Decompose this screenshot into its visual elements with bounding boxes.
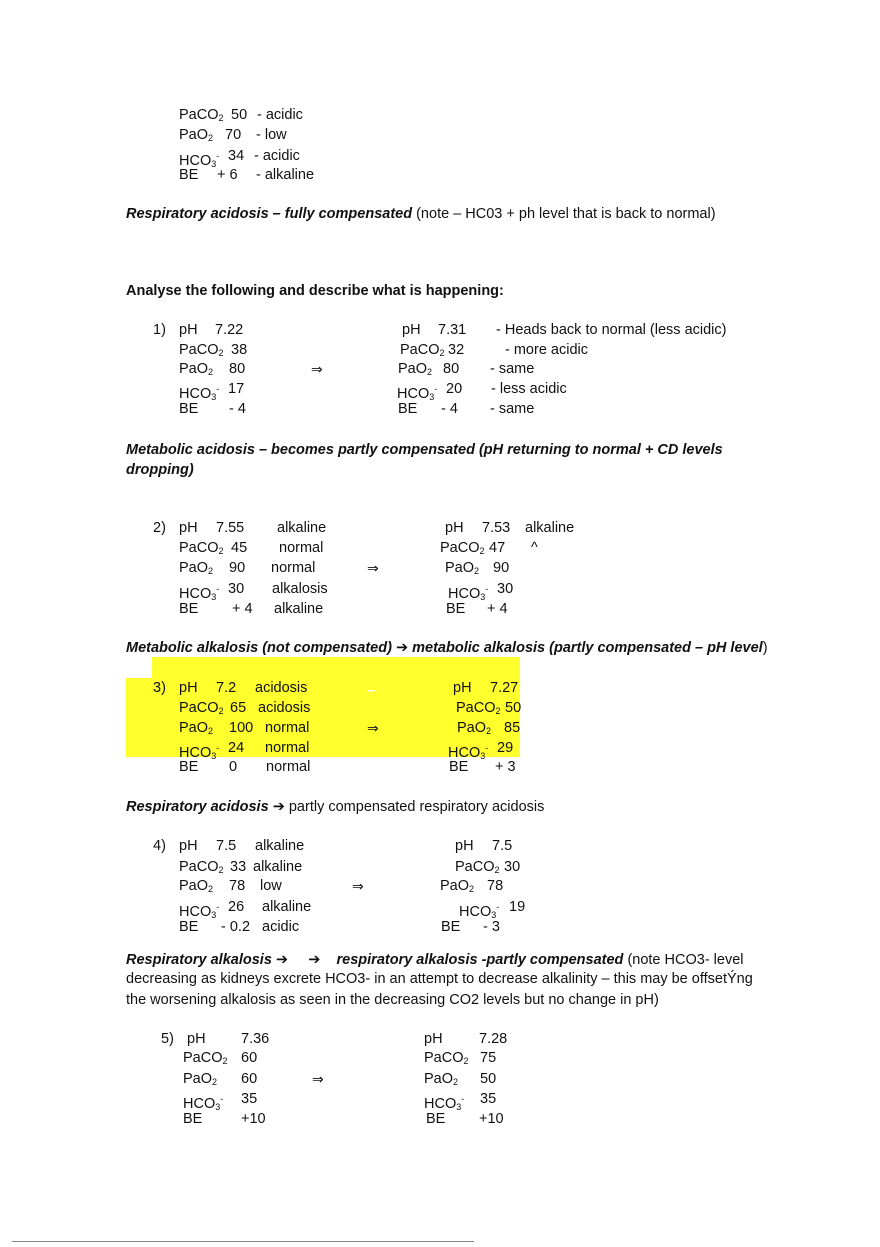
q5-left-pao2-value: 60 bbox=[241, 1071, 258, 1087]
q2-left-paco2-label: PaCO$_2$ bbox=[179, 540, 224, 556]
intro-note-be: - alkaline bbox=[256, 167, 315, 183]
q5-left-ph-value: 7.36 bbox=[241, 1031, 270, 1047]
q5-right-ph-value: 7.28 bbox=[479, 1031, 508, 1047]
q1-right-be-value: - 4 bbox=[441, 401, 458, 417]
q1-right-hco3-label: $HCO_3^-$ bbox=[397, 384, 438, 402]
q1-arrow-icon: ⇒ bbox=[311, 361, 323, 377]
q2-arrow-icon: ⇒ bbox=[367, 560, 379, 576]
q1-left-pao2-label: PaO$_2$ bbox=[179, 361, 214, 377]
intro-row-be: BE bbox=[179, 167, 199, 183]
q3-right-pao2-value: 85 bbox=[504, 720, 521, 736]
intro-value-hco3: 34 bbox=[228, 148, 245, 164]
q2-left-be-value: + 4 bbox=[232, 601, 253, 617]
q2-right-ph-label: pH bbox=[445, 520, 464, 536]
q4-left-paco2-value: 33 bbox=[230, 859, 247, 875]
q2-left-pao2-label: PaO$_2$ bbox=[179, 560, 214, 576]
q1-right-hco3-note: - less acidic bbox=[491, 381, 567, 397]
q4-left-ph-note: alkaline bbox=[255, 838, 305, 854]
q3-right-paco2-label: PaCO$_2$ bbox=[456, 700, 501, 716]
q2-right-ph-note: alkaline bbox=[525, 520, 575, 536]
intro-value-paco2: 50 bbox=[231, 107, 248, 123]
q1-right-be-label: BE bbox=[398, 401, 418, 417]
q4-left-ph-label: pH bbox=[179, 838, 198, 854]
q2-right-paco2-label: PaCO$_2$ bbox=[440, 540, 485, 556]
q5-left-paco2-value: 60 bbox=[241, 1050, 258, 1066]
q3-left-be-label: BE bbox=[179, 759, 199, 775]
q4-left-hco3-value: 26 bbox=[228, 899, 245, 915]
intro-row-pao2: PaO$_2$ bbox=[179, 127, 214, 143]
q4-left-paco2-note: alkaline bbox=[253, 859, 303, 875]
q3-left-hco3-note: normal bbox=[265, 740, 310, 756]
q1-right-paco2-note: - more acidic bbox=[505, 342, 588, 358]
q2-left-hco3-label: $HCO_3^-$ bbox=[179, 584, 220, 602]
q2-left-paco2-value: 45 bbox=[231, 540, 248, 556]
q2-right-be-value: + 4 bbox=[487, 601, 508, 617]
q3-left-paco2-note: acidosis bbox=[258, 700, 311, 716]
right-arrow-icon: ➔ bbox=[308, 952, 321, 968]
q5-number: 5) bbox=[161, 1031, 174, 1047]
q3-left-ph-value: 7.2 bbox=[216, 680, 237, 696]
q4-conclusion-line3: the worsening alkalosis as seen in the decreasing CO2 levels but no change in pH) bbox=[126, 992, 659, 1008]
q5-left-hco3-value: 35 bbox=[241, 1091, 258, 1107]
q3-right-ph-label: pH bbox=[453, 680, 472, 696]
q5-left-paco2-label: PaCO$_2$ bbox=[183, 1050, 228, 1066]
q4-left-paco2-label: PaCO$_2$ bbox=[179, 859, 224, 875]
q4-right-hco3-label: $HCO_3^-$ bbox=[459, 902, 500, 920]
q4-left-pao2-value: 78 bbox=[229, 878, 246, 894]
q2-left-be-note: alkaline bbox=[274, 601, 324, 617]
q3-left-be-value: 0 bbox=[229, 759, 238, 775]
highlight-q3-top bbox=[152, 657, 520, 678]
q2-left-pao2-value: 90 bbox=[229, 560, 246, 576]
q5-arrow-icon: ⇒ bbox=[312, 1071, 324, 1087]
q4-arrow-icon: ⇒ bbox=[352, 878, 364, 894]
q5-right-hco3-label: $HCO_3^-$ bbox=[424, 1094, 465, 1112]
section-heading: Analyse the following and describe what is happening: bbox=[126, 283, 504, 299]
q5-left-be-value: +10 bbox=[241, 1111, 266, 1127]
q1-right-ph-label: pH bbox=[402, 322, 421, 338]
q5-left-hco3-label: $HCO_3^-$ bbox=[183, 1094, 224, 1112]
q1-number: 1) bbox=[153, 322, 166, 338]
q1-left-hco3-label: $HCO_3^-$ bbox=[179, 384, 220, 402]
q4-left-be-note: acidic bbox=[262, 919, 300, 935]
q3-left-hco3-label: $HCO_3^-$ bbox=[179, 743, 220, 761]
q1-right-pao2-label: PaO$_2$ bbox=[398, 361, 433, 377]
q3-left-be-note: normal bbox=[266, 759, 311, 775]
q4-right-pao2-value: 78 bbox=[487, 878, 504, 894]
q4-right-pao2-label: PaO$_2$ bbox=[440, 878, 475, 894]
intro-note-hco3: - acidic bbox=[254, 148, 300, 164]
intro-row-hco3: $HCO_3^-$ bbox=[179, 151, 220, 169]
q3-number: 3) bbox=[153, 680, 166, 696]
q3-left-ph-note: acidosis bbox=[255, 680, 308, 696]
q1-right-ph-note: - Heads back to normal (less acidic) bbox=[496, 322, 727, 338]
q2-right-paco2-value: 47 bbox=[489, 540, 506, 556]
q3-right-be-value: + 3 bbox=[495, 759, 516, 775]
q4-left-be-value: - 0.2 bbox=[221, 919, 251, 935]
q5-right-paco2-value: 75 bbox=[480, 1050, 497, 1066]
q4-right-paco2-value: 30 bbox=[504, 859, 521, 875]
q4-left-pao2-note: low bbox=[260, 878, 282, 894]
q5-left-ph-label: pH bbox=[187, 1031, 206, 1047]
q2-right-hco3-value: 30 bbox=[497, 581, 514, 597]
q5-right-be-value: +10 bbox=[479, 1111, 504, 1127]
q1-right-be-note: - same bbox=[490, 401, 535, 417]
q2-left-ph-label: pH bbox=[179, 520, 198, 536]
q5-right-pao2-value: 50 bbox=[480, 1071, 497, 1087]
q2-conclusion: Metabolic alkalosis (not compensated) ➔ metabolic alkalosis (partly compensated – pH level) bbox=[126, 640, 768, 656]
q5-left-pao2-label: PaO$_2$ bbox=[183, 1071, 218, 1087]
q4-right-be-label: BE bbox=[441, 919, 461, 935]
q5-right-paco2-label: PaCO$_2$ bbox=[424, 1050, 469, 1066]
q4-left-ph-value: 7.5 bbox=[216, 838, 237, 854]
q1-left-ph-label: pH bbox=[179, 322, 198, 338]
q3-left-ph-label: pH bbox=[179, 680, 198, 696]
q1-left-be-label: BE bbox=[179, 401, 199, 417]
q2-left-hco3-value: 30 bbox=[228, 581, 245, 597]
right-arrow-icon: ➔ bbox=[395, 640, 409, 656]
q4-left-be-label: BE bbox=[179, 919, 199, 935]
q3-left-hco3-value: 24 bbox=[228, 740, 245, 756]
q2-right-hco3-label: $HCO_3^-$ bbox=[448, 584, 489, 602]
intro-note-pao2: - low bbox=[256, 127, 287, 143]
q1-right-hco3-value: 20 bbox=[446, 381, 463, 397]
q4-conclusion-line2: decreasing as kidneys excrete HCO3- in an attempt to decrease alkalinity – this may be offsetÝng bbox=[126, 971, 753, 987]
q1-right-pao2-note: - same bbox=[490, 361, 535, 377]
q2-right-pao2-label: PaO$_2$ bbox=[445, 560, 480, 576]
q4-right-paco2-label: PaCO$_2$ bbox=[455, 859, 500, 875]
q3-right-ph-value: 7.27 bbox=[490, 680, 519, 696]
q5-right-be-label: BE bbox=[426, 1111, 446, 1127]
q4-left-hco3-label: $HCO_3^-$ bbox=[179, 902, 220, 920]
q4-right-hco3-value: 19 bbox=[509, 899, 526, 915]
q3-dash-mark: – bbox=[367, 683, 376, 699]
q3-right-hco3-label: $HCO_3^-$ bbox=[448, 743, 489, 761]
intro-value-be: + 6 bbox=[217, 167, 238, 183]
q2-left-ph-value: 7.55 bbox=[216, 520, 245, 536]
q5-right-hco3-value: 35 bbox=[480, 1091, 497, 1107]
q3-right-pao2-label: PaO$_2$ bbox=[457, 720, 492, 736]
q2-right-be-label: BE bbox=[446, 601, 466, 617]
q4-left-hco3-note: alkaline bbox=[262, 899, 312, 915]
q5-right-ph-label: pH bbox=[424, 1031, 443, 1047]
q1-left-paco2-value: 38 bbox=[231, 342, 248, 358]
footer-divider bbox=[12, 1241, 474, 1242]
q2-left-ph-note: alkaline bbox=[277, 520, 327, 536]
q1-right-paco2-label: PaCO$_2$ bbox=[400, 342, 445, 358]
q3-arrow-icon: ⇒ bbox=[367, 720, 379, 736]
q5-left-be-label: BE bbox=[183, 1111, 203, 1127]
intro-note-paco2: - acidic bbox=[257, 107, 303, 123]
q2-left-pao2-note: normal bbox=[271, 560, 316, 576]
q2-right-ph-value: 7.53 bbox=[482, 520, 511, 536]
q1-right-ph-value: 7.31 bbox=[438, 322, 467, 338]
q3-conclusion: Respiratory acidosis ➔ partly compensated respiratory acidosis bbox=[126, 799, 545, 815]
q2-left-be-label: BE bbox=[179, 601, 199, 617]
q3-right-be-label: BE bbox=[449, 759, 469, 775]
q3-right-hco3-value: 29 bbox=[497, 740, 514, 756]
right-arrow-icon: ➔ bbox=[275, 952, 289, 968]
q4-number: 4) bbox=[153, 838, 166, 854]
intro-row-paco2: PaCO$_2$ bbox=[179, 107, 224, 123]
q1-conclusion-line1: Metabolic acidosis – becomes partly compensated (pH returning to normal + CD levels bbox=[126, 442, 723, 458]
q2-number: 2) bbox=[153, 520, 166, 536]
q5-right-pao2-label: PaO$_2$ bbox=[424, 1071, 459, 1087]
q1-left-paco2-label: PaCO$_2$ bbox=[179, 342, 224, 358]
q1-left-be-value: - 4 bbox=[229, 401, 246, 417]
q4-left-pao2-label: PaO$_2$ bbox=[179, 878, 214, 894]
q1-right-paco2-value: 32 bbox=[448, 342, 465, 358]
q4-right-be-value: - 3 bbox=[483, 919, 500, 935]
q2-right-pao2-value: 90 bbox=[493, 560, 510, 576]
right-arrow-icon: ➔ bbox=[272, 799, 285, 815]
q3-left-paco2-value: 65 bbox=[230, 700, 247, 716]
q1-left-pao2-value: 80 bbox=[229, 361, 246, 377]
q4-right-ph-value: 7.5 bbox=[492, 838, 513, 854]
q1-conclusion-line2: dropping) bbox=[126, 462, 194, 478]
q1-right-pao2-value: 80 bbox=[443, 361, 460, 377]
q2-left-paco2-note: normal bbox=[279, 540, 324, 556]
q1-left-hco3-value: 17 bbox=[228, 381, 245, 397]
q3-left-pao2-note: normal bbox=[265, 720, 310, 736]
q3-right-paco2-value: 50 bbox=[505, 700, 522, 716]
q2-right-paco2-note: ^ bbox=[531, 540, 538, 556]
intro-value-pao2: 70 bbox=[225, 127, 242, 143]
q3-left-pao2-value: 100 bbox=[229, 720, 254, 736]
q4-conclusion-line1: Respiratory alkalosis ➔ ➔ respiratory alkalosis -partly compensated (note HCO3- level bbox=[126, 952, 744, 968]
q3-left-pao2-label: PaO$_2$ bbox=[179, 720, 214, 736]
q1-left-ph-value: 7.22 bbox=[215, 322, 244, 338]
q2-left-hco3-note: alkalosis bbox=[272, 581, 328, 597]
q3-left-paco2-label: PaCO$_2$ bbox=[179, 700, 224, 716]
q4-right-ph-label: pH bbox=[455, 838, 474, 854]
intro-conclusion: Respiratory acidosis – fully compensated (note – HC03 + ph level that is back to normal) bbox=[126, 206, 716, 222]
